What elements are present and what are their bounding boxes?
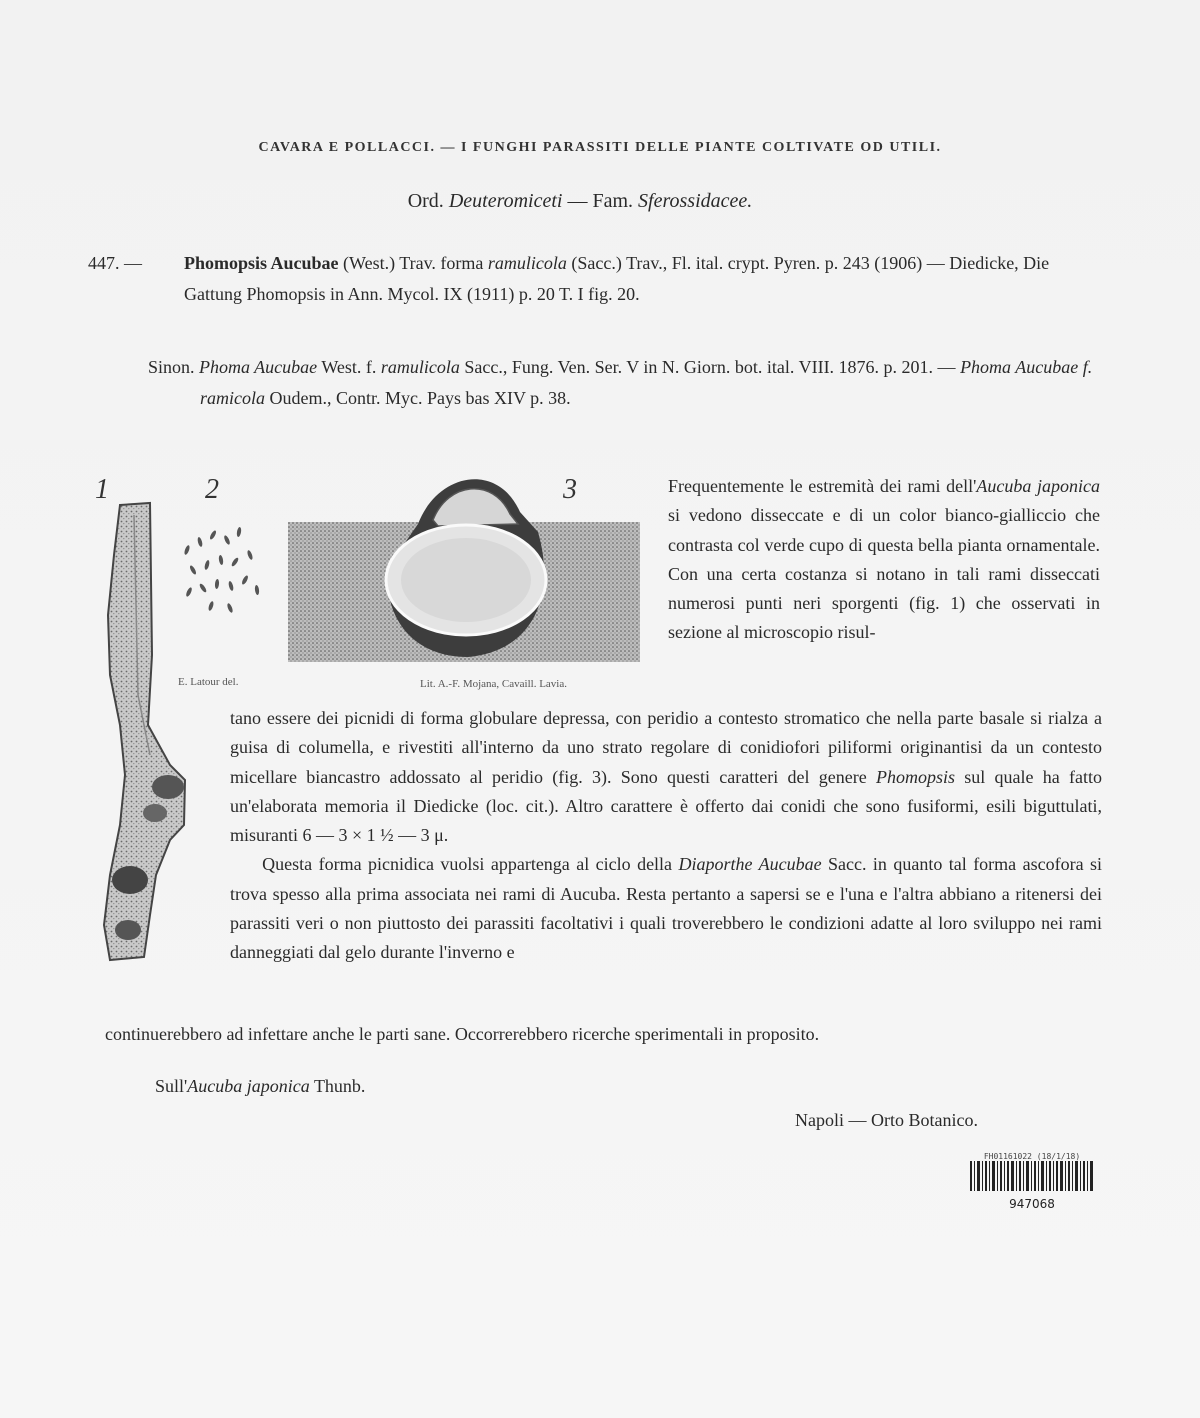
entry-citation (184, 248, 1100, 310)
synonymy (148, 352, 1098, 414)
barcode-number: 947068 (1009, 1197, 1055, 1211)
specimen-barcode-label (968, 1152, 1096, 1211)
order-prefix: Ord. (407, 190, 444, 212)
barcode-icon (968, 1161, 1096, 1191)
figure-label-2: 2 (205, 474, 219, 505)
synonym-1: Phoma Aucubae (199, 357, 318, 377)
barcode-header-text: FH01161022 (18/1/18) (983, 1152, 1081, 1161)
forma-name: ramulicola (487, 253, 567, 273)
running-header: CAVARA E POLLACCI. — I FUNGHI PARASSITI DELLE PIANTE COLTIVATE OD UTILI. (258, 140, 942, 155)
host-authority: Thunb. (313, 1076, 366, 1096)
entry-text-1: (West.) Trav. forma (343, 253, 484, 273)
figure-label-1: 1 (95, 474, 109, 505)
host-prefix: Sull' (155, 1076, 188, 1096)
figure-2-conidia-illustration (175, 520, 270, 620)
synonym-text-3: Oudem., Contr. Myc. Pays bas XIV p. 38. (269, 388, 571, 408)
description-paragraph-right-column (668, 472, 1100, 648)
figure-credit-lithographer: Lit. A.-F. Mojana, Cavaill. Lavia. (420, 678, 567, 690)
description-paragraph-bottom: continuerebbero ad infettare anche le parti sane. Occorrerebbero ricerche sperimentali in proposito. (105, 1024, 820, 1044)
mid-text-3: Questa forma picnidica vuolsi appartenga al ciclo della (262, 854, 673, 875)
host-name: Aucuba japonica (187, 1076, 310, 1096)
synonym-text-1: West. f. (321, 357, 377, 377)
figure-3-pycnidium-section-illustration (288, 462, 640, 684)
mid-text-2: sul quale ha fatto un'elaborata memoria il Diedicke (loc. cit.). Altro carattere è offerto dai conidi che sono fusiformi, esili biguttulati, misuranti 6 — 3 × 1 ½ — 3 μ. (230, 766, 1103, 846)
collection-locality: Napoli — Orto Botanico. (795, 1110, 978, 1130)
synonym-2: Phoma Aucubae f. ramicola (200, 357, 1093, 408)
mid-genus-name: Phomopsis (875, 766, 955, 787)
right-host-name: Aucuba japonica (976, 476, 1100, 496)
entry-text-2: (Sacc.) Trav., Fl. ital. crypt. Pyren. p. 243 (1906) — Diedicke, Die Gattung Phomopsis in Ann. Mycol. IX (1911) p. 20 T. I fig. 20. (184, 253, 1050, 304)
description-paragraph-main (230, 704, 1102, 968)
species-name: Phomopsis Aucubae (184, 253, 339, 273)
host-line (155, 1076, 365, 1097)
figure-credit-artist: E. Latour del. (178, 676, 239, 688)
order-sep: — (567, 190, 588, 212)
synonym-text-2: Sacc., Fung. Ven. Ser. V in N. Giorn. bot. ital. VIII. 1876. p. 201. — (464, 357, 956, 377)
family-name: Sferossidacee. (638, 190, 753, 212)
figure-label-3: 3 (563, 474, 577, 505)
mid-text-1: tano essere dei picnidi di forma globulare depressa, con peridio a contesto stromatico che nella parte basale si rialza a guisa di columella, e rivestiti all'interno da uno strato regolare di conidiofori piliformi originantisi da un contesto micellare biancastro addossato al peridio (fig. 3). Sono questi caratteri del genere (230, 708, 1102, 787)
right-text-2: si vedono disseccate e di un color bianco-gialliccio che contrasta col verde cupo di questa bella pianta ornamentale. Con una certa costanza si notano in tali rami disseccati numerosi punti neri sporgenti (fig. 1) che osservati in sezione al microscopio risul- (668, 505, 1100, 643)
synonym-prefix: Sinon. (148, 357, 195, 377)
classification-line (0, 190, 1160, 213)
entry-number: 447. — (88, 253, 142, 273)
mid-text-4: Sacc. in quanto tal forma ascofora si trova spesso alla prima associata nei rami di Aucuba. Resta pertanto a sapersi se e l'una e l'altra abbiano a ritenersi dei parassiti veri o non piuttosto dei parassiti facoltativi i quali troverebbero le condizioni adatte al loro sviluppo nei rami danneggiati dal gelo durante l'inverno e (230, 854, 1103, 963)
right-text-1: Frequentemente le estremità dei rami dell' (668, 476, 977, 496)
family-prefix: Fam. (592, 190, 634, 212)
order-name: Deuteromiceti (448, 190, 563, 212)
species-entry (88, 248, 1100, 310)
mid-teleomorph-name: Diaporthe Aucubae (678, 854, 822, 875)
synonym-1-forma: ramulicola (380, 357, 460, 377)
